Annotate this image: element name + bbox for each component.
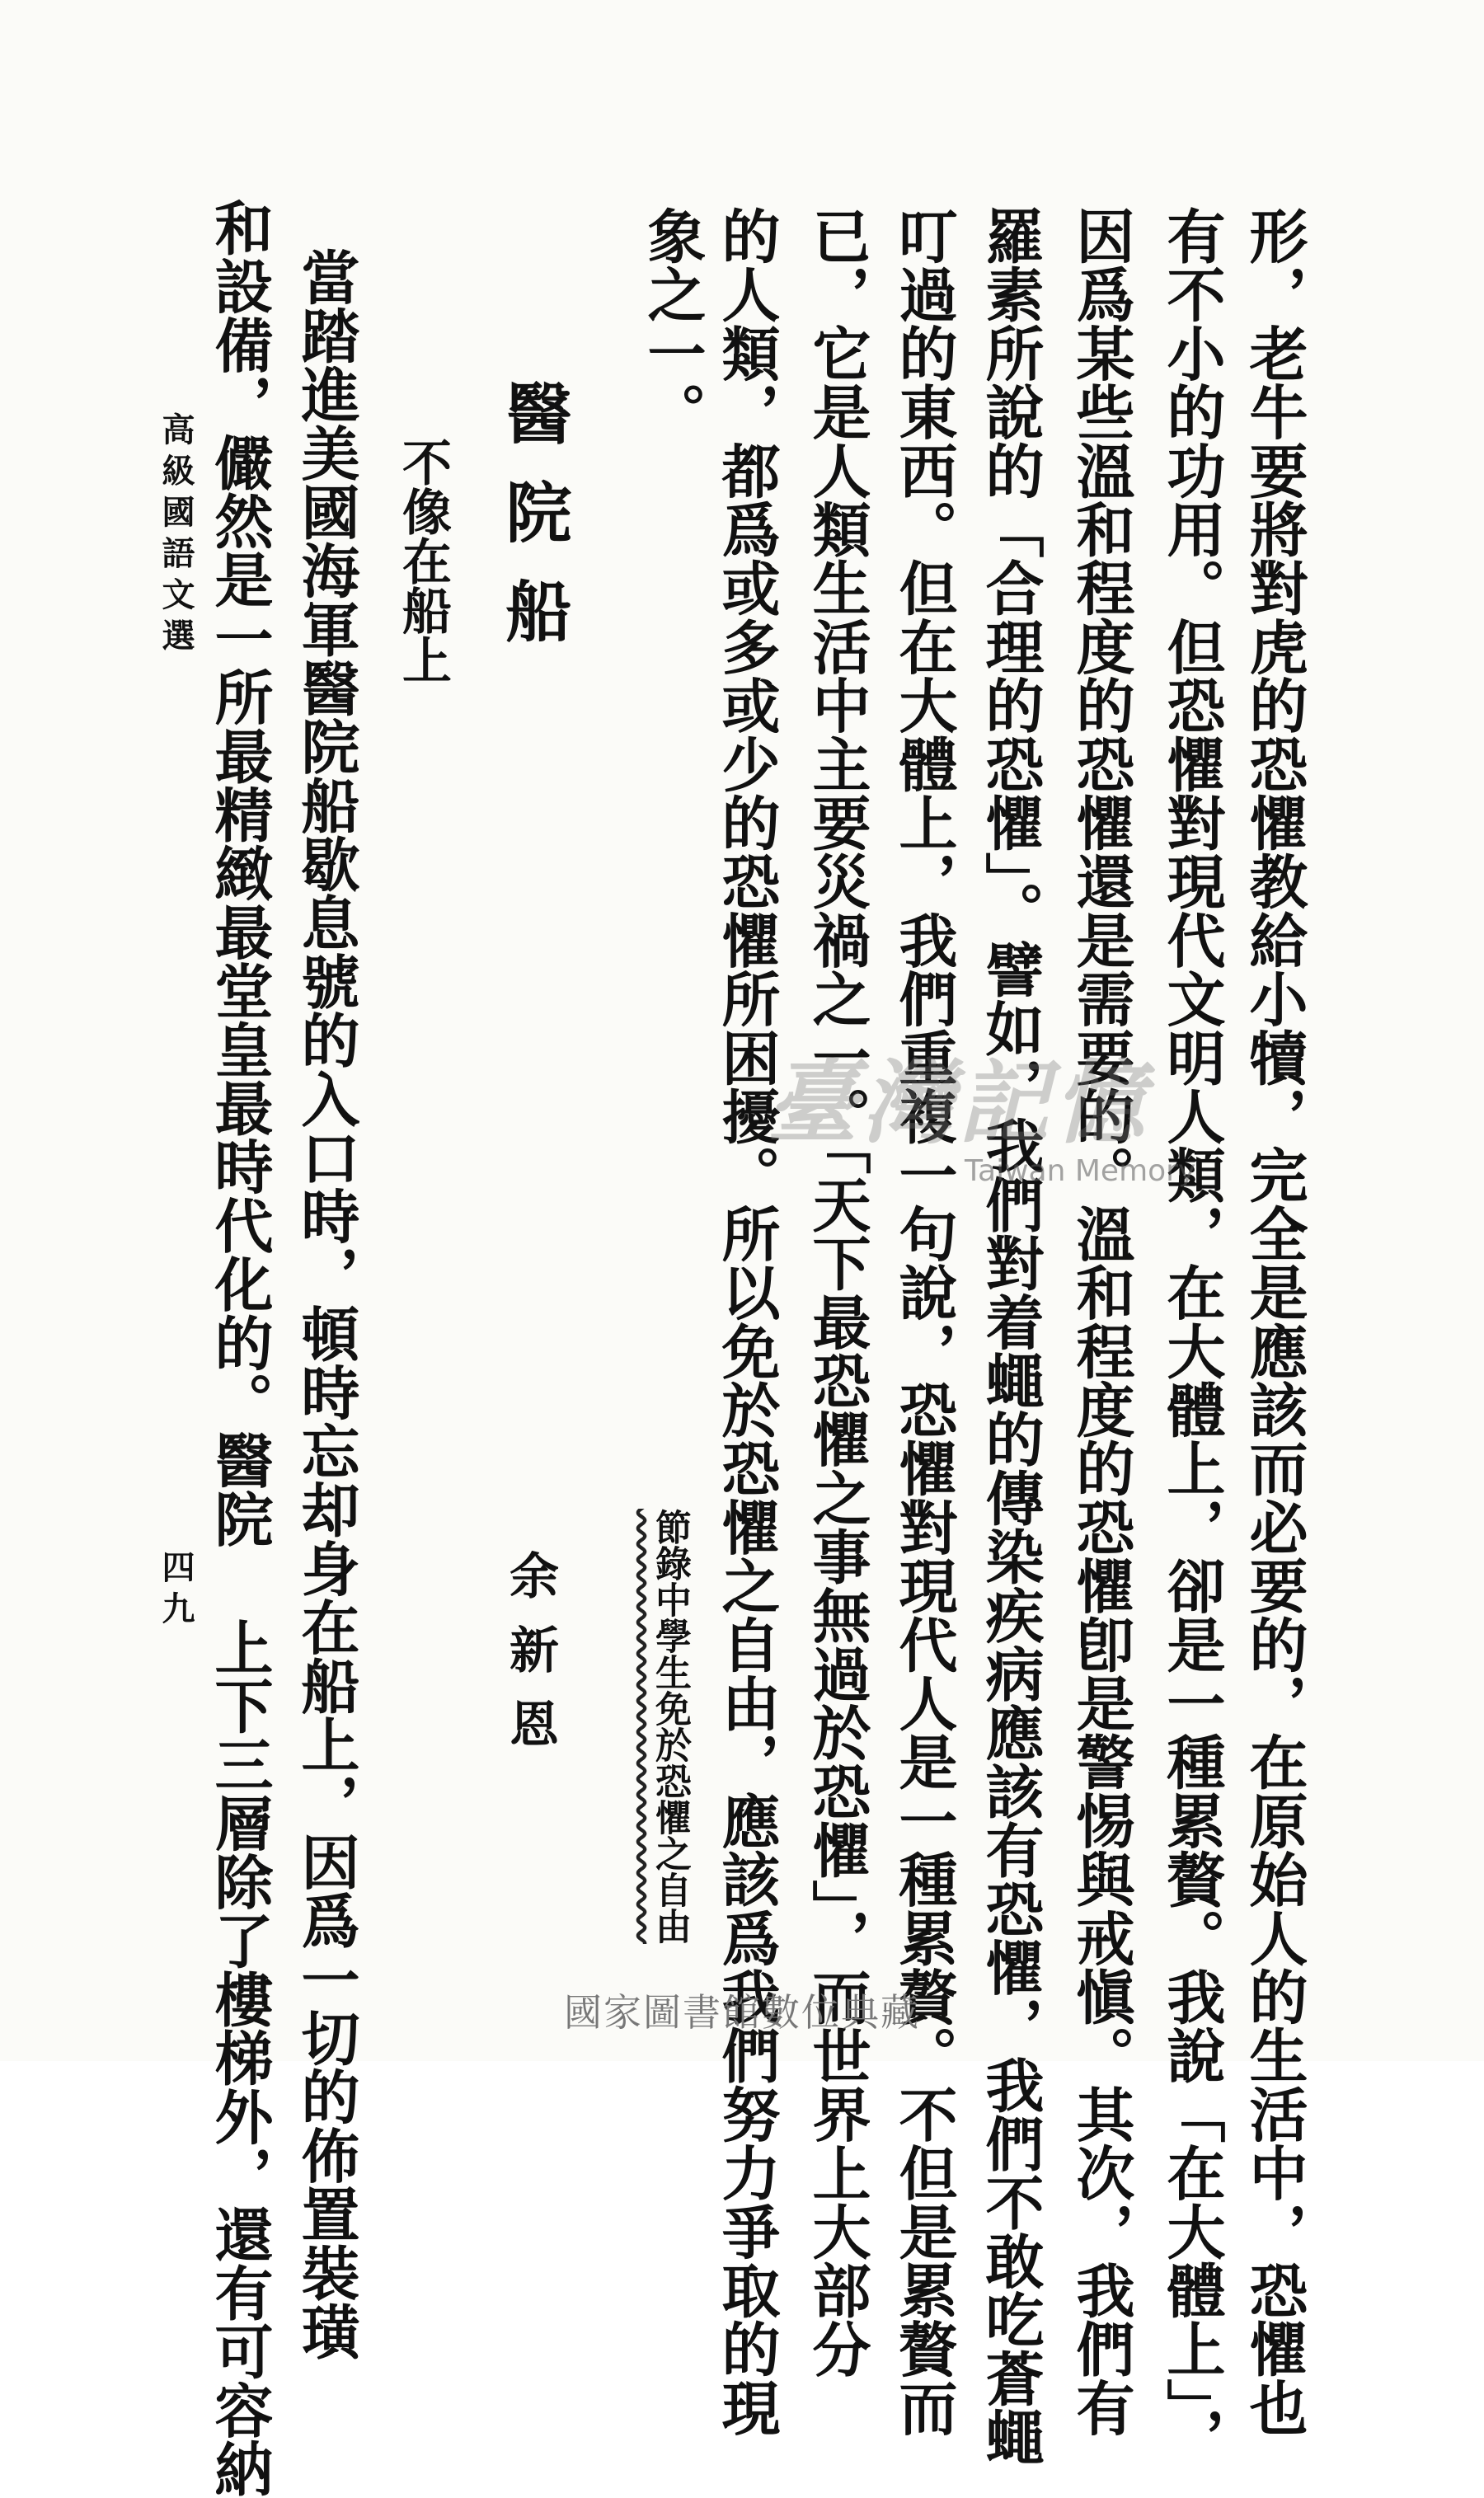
- author-name: 余新恩: [501, 1550, 559, 1773]
- body-column-8: 象之一。: [638, 206, 707, 441]
- watermark-logo: 臺灣記憶: [767, 1049, 1149, 1156]
- body-column-3: 因爲某些溫和程度的恐懼還是需要的。溫和程度的恐懼卽是警惕與戒愼。其次，我們有: [1067, 206, 1136, 2437]
- archive-footer: 國家圖書館數位典藏: [564, 1990, 920, 2035]
- body-column-10: 和設備，儼然是一所最精緻最堂皇最時代化的。醫院 上下三層除了樓梯外，還有可容納: [205, 198, 275, 2498]
- body-column-9: 當踏進美國海軍醫院船歇息號的入口時，頓時忘却身在船上，因爲一切的佈置裝璜: [292, 247, 361, 2361]
- source-attribution: 節錄中學生免於恐懼之自由: [649, 1509, 691, 1944]
- article-title: 醫院船: [495, 379, 572, 676]
- body-column-2: 有不小的功用。但恐懼對現代文明人類，在大體上，卻是一種累贅。我說「在大體上」，: [1158, 206, 1227, 2467]
- section-subtitle: 不像在船上: [394, 437, 452, 684]
- body-column-4: 羅素所說的「合理的恐懼」。譬如，我們對着蠅的傳染疾病應該有恐懼，我們不敢吃蒼蠅: [976, 206, 1045, 2467]
- page-number: 四九: [157, 1550, 195, 1632]
- body-column-1: 形，老牛要將對虎的恐懼教給小犢，完全是應該而必要的，在原始人的生活中，恐懼也: [1240, 206, 1309, 2437]
- watermark-logo-en: Taiwan Memory: [965, 1154, 1196, 1188]
- running-head: 高級國語文選: [157, 412, 195, 660]
- body-column-7: 的人類，都爲或多或少的恐懼所困擾。所以免於恐懼之自由，應該爲我們努力爭取的現: [712, 206, 782, 2437]
- body-column-6: 已，它是人類生活中主要災禍之一。「天下最恐懼之事無過於恐懼」，而世界上大部分: [803, 206, 872, 2378]
- body-column-5: 叮過的東西。但在大體上，我們重複一句說，恐懼對現代人是一種累贅。不但是累贅而: [890, 206, 959, 2437]
